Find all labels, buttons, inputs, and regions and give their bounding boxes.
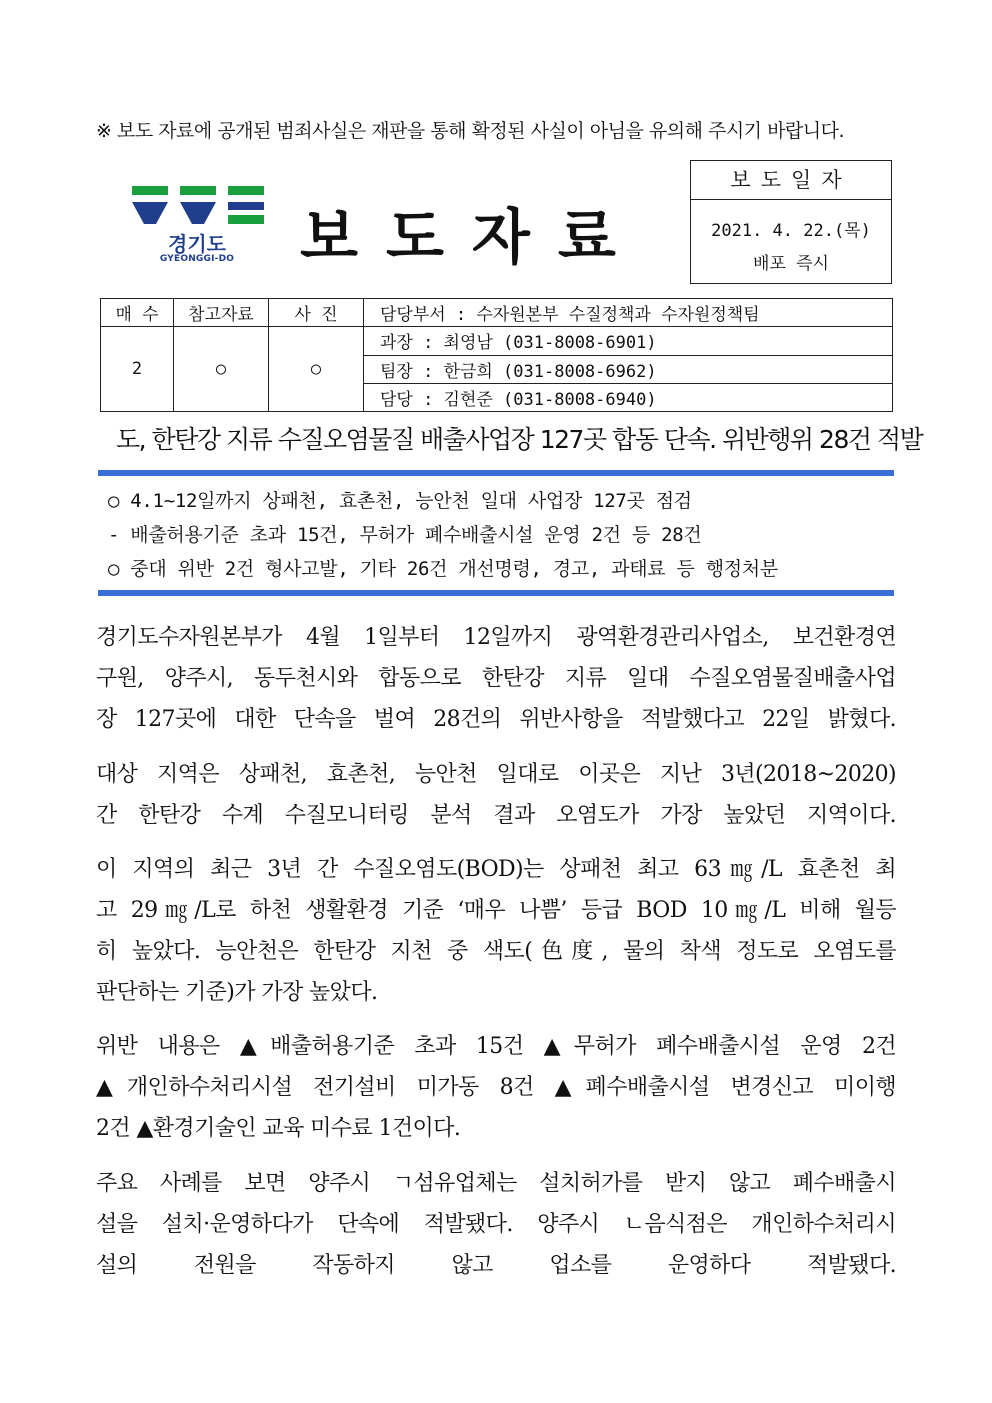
- body-line: 구원, 양주시, 동두천시와 합동으로 한탄강 지류 일대 수질오염물질배출사업: [96, 666, 896, 691]
- reference-header: 참고자료: [174, 299, 269, 327]
- pages-value: 2: [101, 327, 174, 412]
- contact-staff: 담당 : 김현준 (031-8008-6940): [364, 383, 893, 411]
- press-date-box: [690, 160, 892, 284]
- summary-line: ○ 4.1~12일까지 상패천, 효촌천, 능안천 일대 사업장 127곳 점검: [108, 490, 692, 512]
- summary-line: - 배출허용기준 초과 15건, 무허가 폐수배출시설 운영 2건 등 28건: [108, 524, 702, 546]
- gyeonggi-logo: [128, 184, 268, 276]
- disclaimer-notice: ※ 보도 자료에 공개된 범죄사실은 재판을 통해 확정된 사실이 아님을 유의해 주시기 바랍니다.: [96, 120, 845, 142]
- body-line: 2건 ▲환경기술인 교육 미수료 1건이다.: [96, 1116, 461, 1141]
- body-line: 경기도수자원본부가 4월 1일부터 12일까지 광역환경관리사업소, 보건환경연: [96, 625, 896, 650]
- reference-value: ○: [174, 327, 269, 412]
- paragraph-3: [96, 852, 896, 1016]
- body-line: 위반 내용은 ▲배출허용기준 초과 15건 ▲무허가 폐수배출시설 운영 2건: [96, 1034, 896, 1059]
- body-line: ▲개인하수처리시설 전기설비 미가동 8건 ▲폐수배출시설 변경신고 미이행: [96, 1075, 896, 1100]
- department-cell: 담당부서 : 수자원본부 수질정책과 수자원정책팀: [364, 299, 893, 327]
- paragraph-5: [96, 1166, 896, 1289]
- paragraph-1: [96, 620, 896, 743]
- body-line: 설을 설치·운영하다가 단속에 적발됐다. 양주시 ㄴ음식점은 개인하수처리시: [96, 1212, 896, 1237]
- summary-box: [108, 486, 898, 588]
- contact-manager: 과장 : 최영남 (031-8008-6901): [364, 327, 893, 355]
- photo-value: ○: [269, 327, 364, 412]
- bottom-divider: [98, 590, 894, 596]
- body-line: 판단하는 기준)가 가장 높았다.: [96, 980, 378, 1005]
- distribution-note: 배포 즉시: [753, 254, 829, 274]
- top-divider: [98, 470, 894, 476]
- body-line: 장 127곳에 대한 단속을 벌여 28건의 위반사항을 적발했다고 22일 밝혔다.: [96, 707, 896, 732]
- contact-info-table: [100, 298, 893, 412]
- page-title: 보도자료: [300, 203, 644, 273]
- press-date-header: 보도일자: [691, 161, 891, 200]
- paragraph-4: [96, 1029, 896, 1152]
- body-line: 주요 사례를 보면 양주시 ㄱ섬유업체는 설치허가를 받지 않고 폐수배출시: [96, 1171, 896, 1196]
- pages-header: 매 수: [101, 299, 174, 327]
- body-line: 설의 전원을 작동하지 않고 업소를 운영하다 적발됐다.: [96, 1253, 896, 1278]
- logo-name: 경기도: [168, 232, 226, 256]
- logo-mark-icon: [128, 184, 268, 228]
- body-line: 대상 지역은 상패천, 효촌천, 능안천 일대로 이곳은 지난 3년(2018~2020): [96, 762, 896, 787]
- body-line: 고 29㎎/L로 하천 생활환경 기준 ‘매우 나쁨’ 등급 BOD 10㎎/L 비해 월등: [96, 898, 896, 923]
- headline: 도, 한탄강 지류 수질오염물질 배출사업장 127곳 합동 단속. 위반행위 28건 적발: [116, 425, 923, 454]
- body-line: 히 높았다. 능안천은 한탄강 지천 중 색도(色度, 물의 착색 정도로 오염도를: [96, 939, 896, 964]
- contact-team-lead: 팀장 : 한금희 (031-8008-6962): [364, 355, 893, 383]
- body-line: 이 지역의 최근 3년 간 수질오염도(BOD)는 상패천 최고 63㎎/L 효촌천 최: [96, 857, 896, 882]
- photo-header: 사 진: [269, 299, 364, 327]
- press-date: 2021. 4. 22.(목): [711, 221, 871, 241]
- paragraph-2: [96, 757, 896, 839]
- body-line: 간 한탄강 수계 수질모니터링 분석 결과 오염도가 가장 높았던 지역이다.: [96, 803, 896, 828]
- summary-line: ○ 중대 위반 2건 형사고발, 기타 26건 개선명령, 경고, 과태료 등 행정처분: [108, 558, 778, 580]
- logo-subtitle: GYEONGGI-DO: [159, 254, 235, 264]
